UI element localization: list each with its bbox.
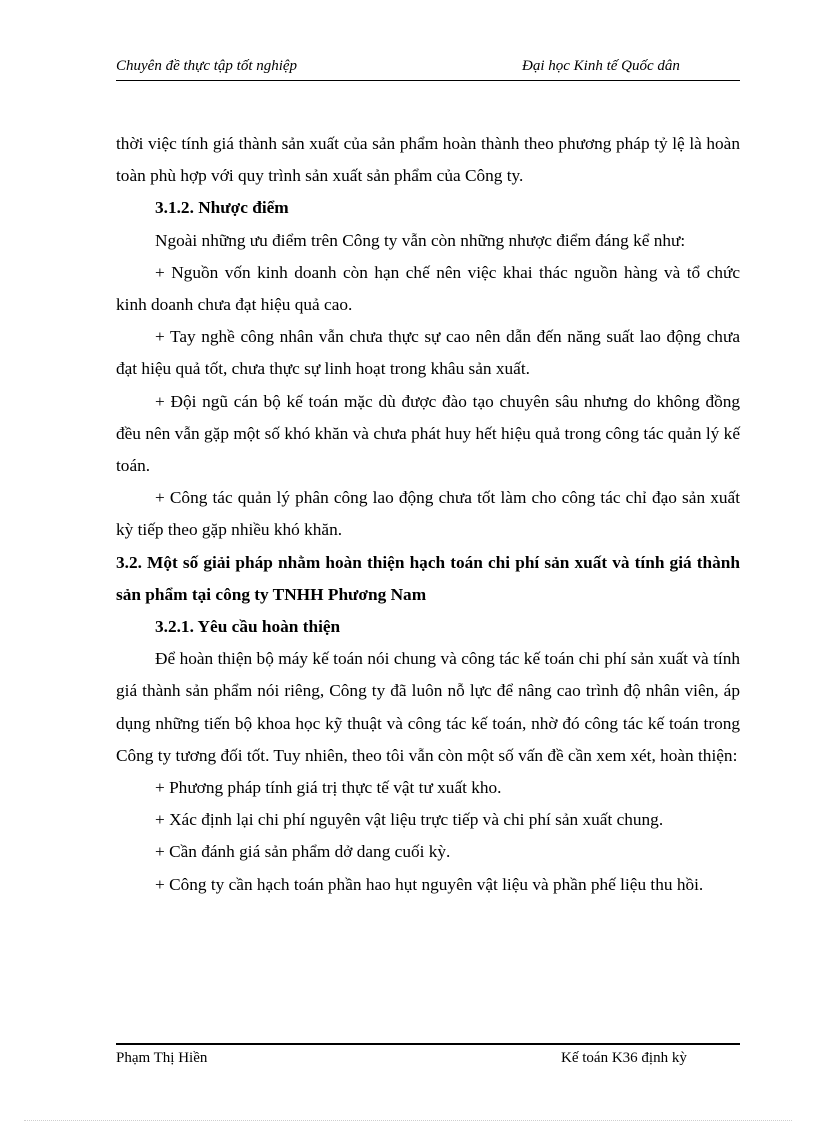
section-heading-solutions: 3.2. Một số giải pháp nhằm hoàn thiện hạch toán chi phí sản xuất và tính giá thành sản phẩm tại công ty TNHH Phương Nam [116,552,740,604]
list-item-labor-management: + Công tác quản lý phân công lao động chưa tốt làm cho công tác chỉ đạo sản xuất kỳ tiếp theo gặp nhiều khó khăn. [116,488,740,540]
footer-class: Kế toán K36 định kỳ [561,1050,687,1066]
list-item-worker-skill: + Tay nghề công nhân vẫn chưa thực sự cao nên dẫn đến năng suất lao động chưa đạt hiệu quả tốt, chưa thực sự linh hoạt trong khâu sản xuất. [116,327,740,379]
list-item-cost-determination: + Xác định lại chi phí nguyên vật liệu trực tiếp và chi phí sản xuất chung. [155,810,664,830]
list-item-scrap-accounting: + Công ty cần hạch toán phần hao hụt nguyên vật liệu và phần phế liệu thu hồi. [155,874,704,894]
subheading-requirements: 3.2.1. Yêu cầu hoàn thiện [155,617,341,637]
page-footer [116,1043,740,1075]
list-item-capital: + Nguồn vốn kinh doanh còn hạn chế nên việc khai thác nguồn hàng và tổ chức kinh doanh chưa đạt hiệu quả cao. [116,262,740,315]
paragraph-requirements: Để hoàn thiện bộ máy kế toán nói chung và công tác kế toán chi phí sản xuất và tính giá thành sản phẩm nói riêng, Công ty đã luôn nỗ lực để nâng cao trình độ nhân viên, áp dụng những tiến bộ khoa học kỹ thuật và công tác kế toán, nhờ đó công tác kế toán trong Công ty tương đối tốt. Tuy nhiên, theo tôi vẫn còn một số vấn đề cần xem xét, hoàn thiện: [116,649,740,765]
document-body [116,128,740,901]
subheading-weaknesses: 3.1.2. Nhược điểm [155,198,289,218]
list-item-wip-evaluation: + Cần đánh giá sản phẩm dở dang cuối kỳ. [155,842,451,862]
paragraph-continuation: thời việc tính giá thành sản xuất của sản phẩm hoàn thành theo phương pháp tỷ lệ là hoàn toàn phù hợp với quy trình sản xuất sản phẩm của Công ty. [116,134,740,186]
footer-author: Phạm Thị Hiền [116,1050,208,1066]
list-item-accounting-staff: + Đội ngũ cán bộ kế toán mặc dù được đào tạo chuyên sâu nhưng do không đồng đều nên vẫn gặp một số khó khăn và chưa phát huy hết hiệu quả trong công tác quản lý kế toán. [116,391,740,476]
header-title-left: Chuyên đề thực tập tốt nghiệp [116,58,298,74]
paragraph-weaknesses-intro: Ngoài những ưu điểm trên Công ty vẫn còn những nhược điểm đáng kể như: [155,230,686,250]
list-item-valuation-method: + Phương pháp tính giá trị thực tế vật tư xuất kho. [155,778,502,798]
header-title-right: Đại học Kinh tế Quốc dân [522,58,680,74]
page-bottom-divider [24,1120,792,1121]
page-header [116,56,740,81]
